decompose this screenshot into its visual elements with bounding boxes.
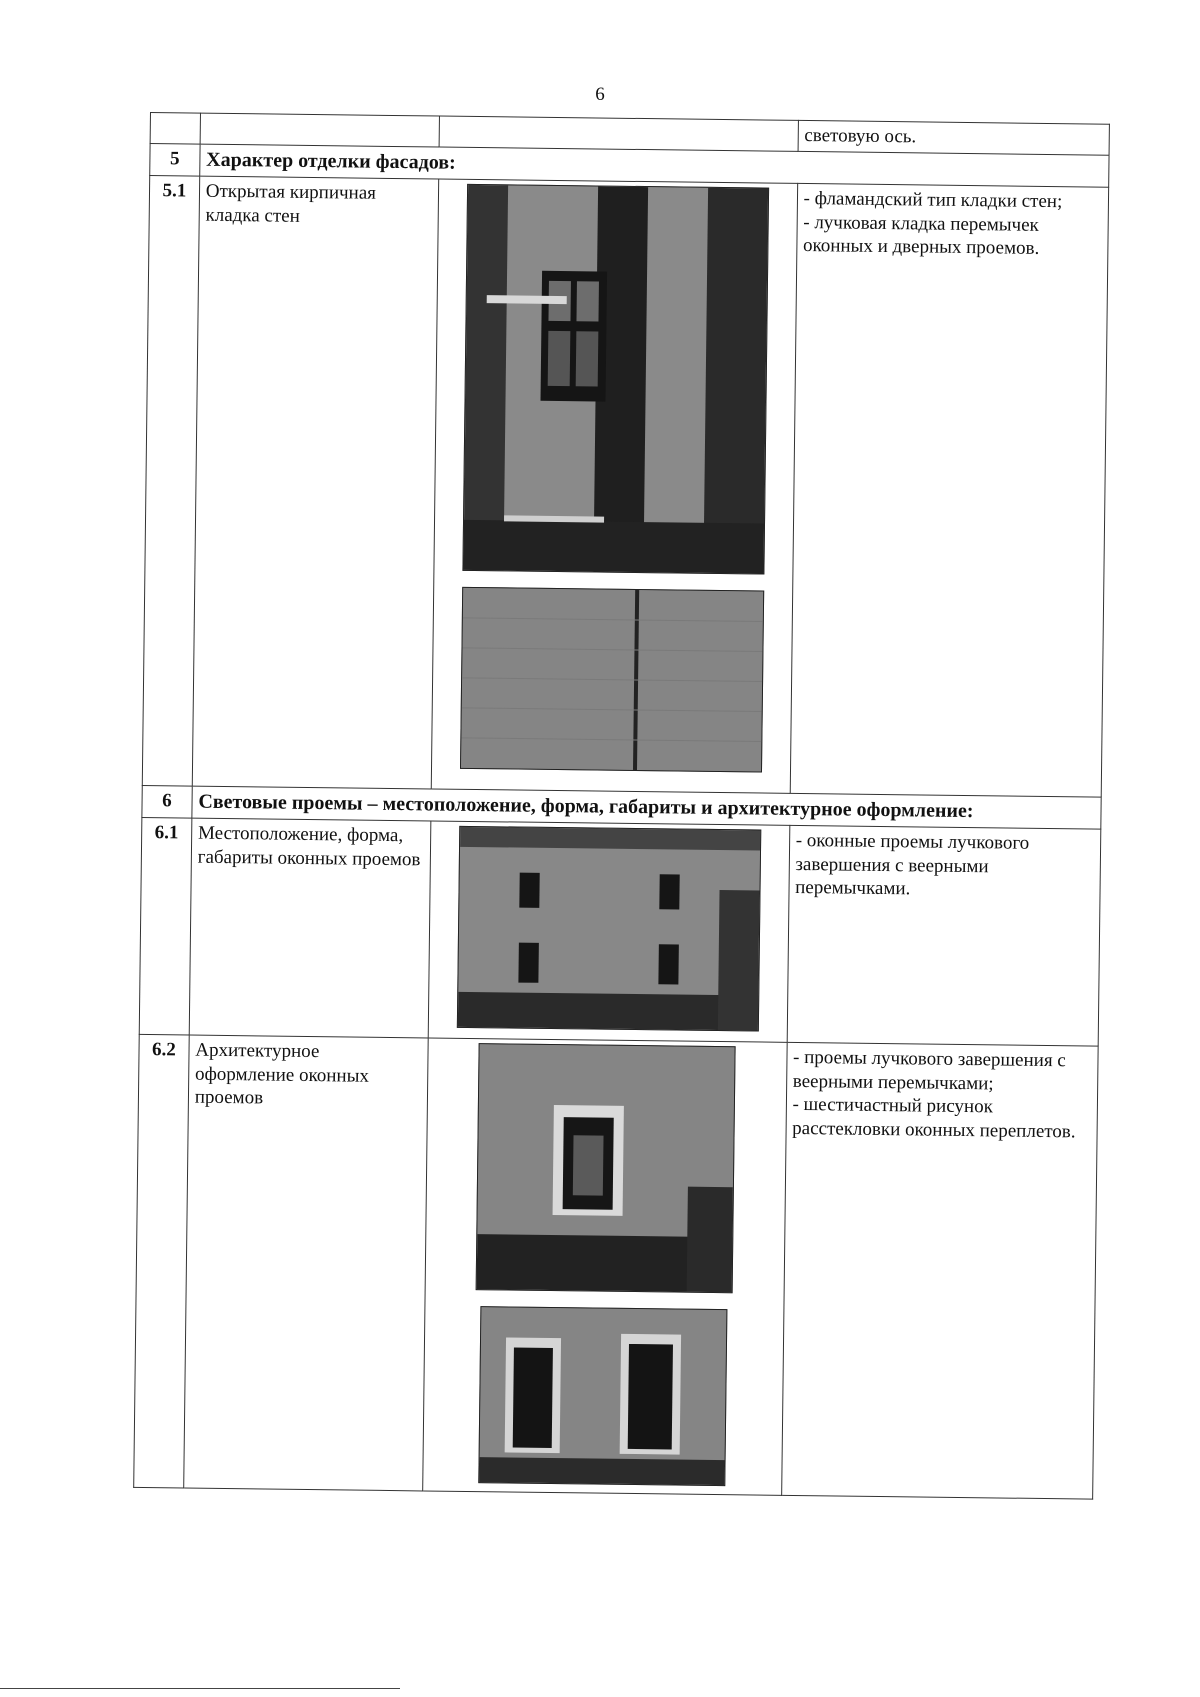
continuation-text: световую ось. <box>804 124 917 148</box>
cell-photo <box>439 116 798 151</box>
cell-num <box>150 113 200 144</box>
description-line: - шестичастный рисунок расстекловки оконных переплетов. <box>792 1094 1076 1143</box>
row-number: 6.1 <box>139 817 191 1035</box>
building-facade-photo <box>456 826 760 1032</box>
photo-cell <box>431 179 798 793</box>
row-name: Архитектурное оформление оконных проемов <box>184 1035 428 1491</box>
cell-desc <box>798 120 1110 155</box>
row-description <box>781 1042 1098 1499</box>
table-row-6-1 <box>139 817 1101 1046</box>
row-description <box>787 825 1101 1046</box>
description-line: - проемы лучкового завершения с веерными перемычками; <box>792 1046 1066 1094</box>
row-number: 6.2 <box>134 1034 189 1488</box>
section-number: 6 <box>142 785 192 818</box>
photo-cell <box>428 821 790 1042</box>
window-closeup-photo <box>476 1043 736 1293</box>
paired-windows-photo <box>478 1306 727 1486</box>
facade-brick-photo <box>462 184 769 575</box>
photo-cell <box>422 1038 787 1495</box>
row-name: Открытая кирпичная кладка стен <box>192 176 438 789</box>
page-bottom-rule <box>0 1688 400 1689</box>
section-title: Световые проемы – местоположение, форма, габариты и архитектурное оформление: <box>192 786 1102 829</box>
description-line: - фламандский тип кладки стен; <box>803 187 1063 212</box>
section-title: Характер отделки фасадов: <box>200 144 1110 187</box>
document-table <box>132 112 1110 1574</box>
cell-name <box>200 113 439 147</box>
page-number: 6 <box>595 84 605 105</box>
description-line: - лучковая кладка перемычек оконных и дверных проемов. <box>802 211 1040 260</box>
row-description <box>790 183 1109 797</box>
table-row-6-2 <box>134 1034 1098 1499</box>
section-number: 5 <box>150 143 200 176</box>
table-row-5-1 <box>142 175 1108 797</box>
row-name: Местоположение, форма, габариты оконных проемов <box>189 818 430 1038</box>
brick-wall-detail-photo <box>460 587 764 773</box>
row-number: 5.1 <box>142 175 199 786</box>
description-line: - оконные проемы лучкового завершения с веерными перемычками. <box>795 829 1030 900</box>
